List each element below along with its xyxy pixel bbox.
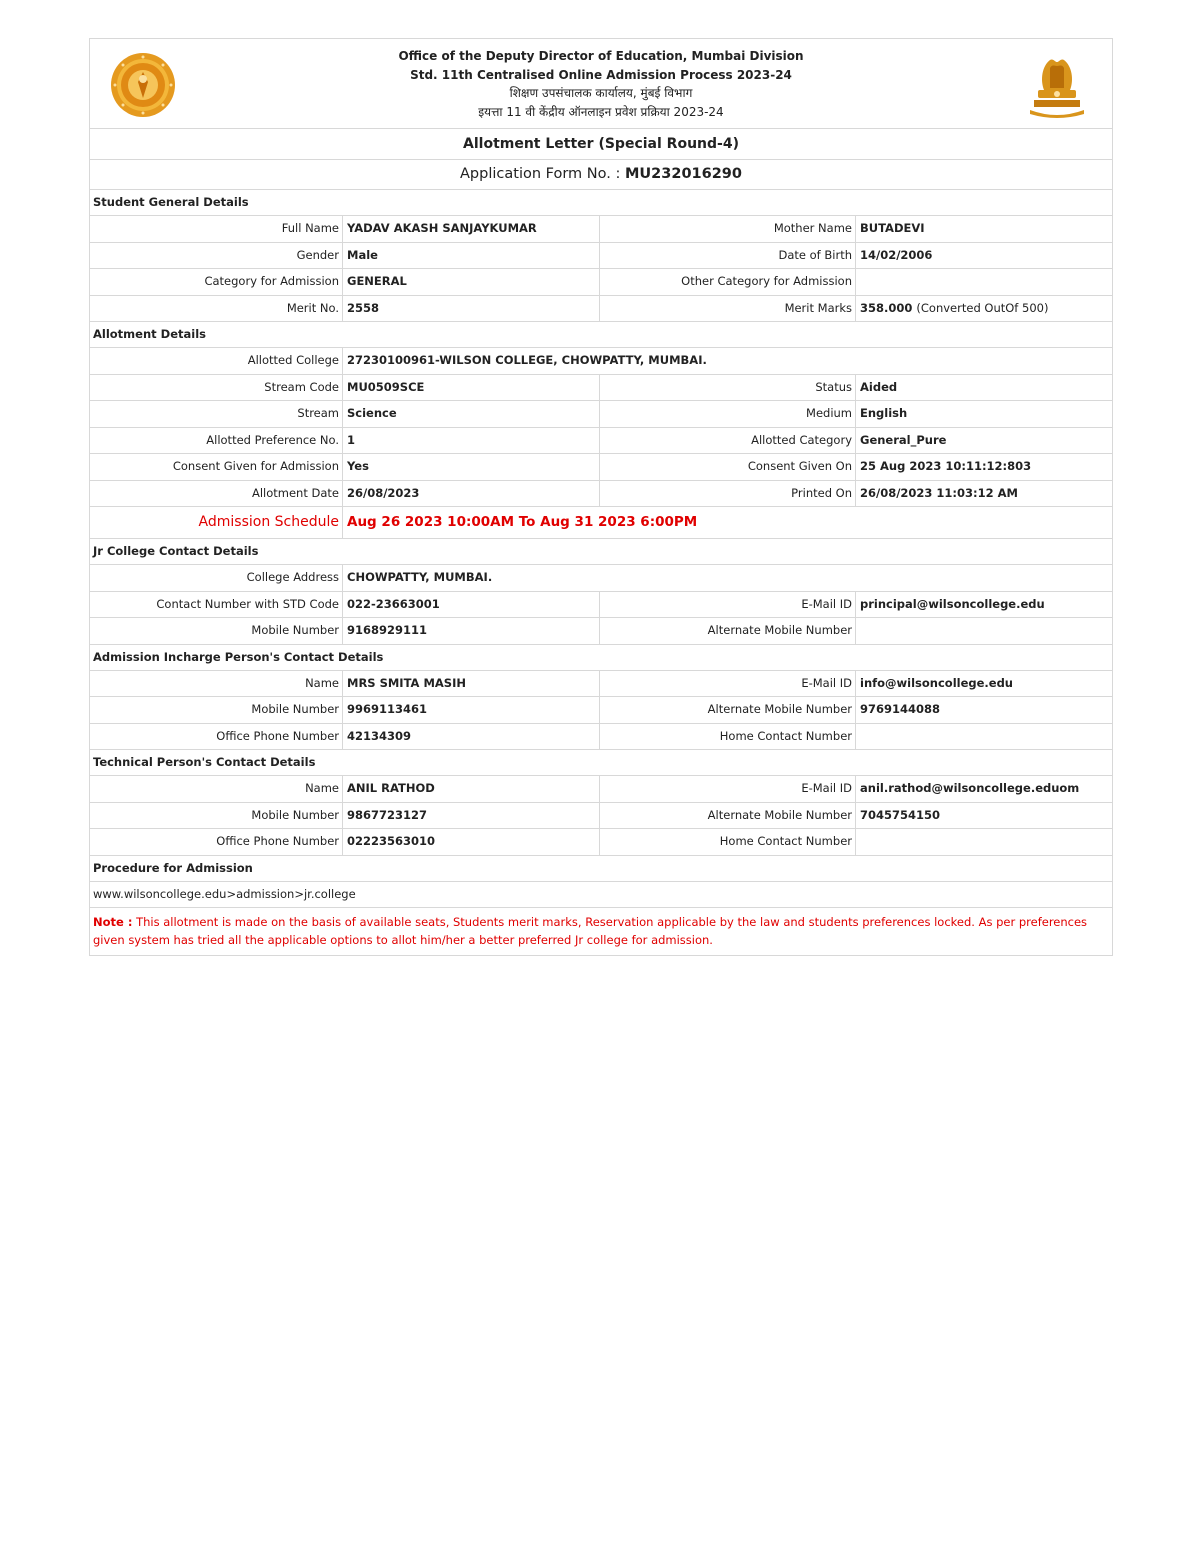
merit-no-label: Merit No. bbox=[90, 296, 343, 322]
merit-no-value: 2558 bbox=[343, 296, 600, 322]
header-line-1: Office of the Deputy Director of Education, Mumbai Division bbox=[398, 49, 804, 63]
technical-mobile-value: 9867723127 bbox=[343, 803, 600, 829]
table-row bbox=[90, 428, 1112, 455]
header-line-2: Std. 11th Centralised Online Admission Process 2023-24 bbox=[410, 67, 792, 82]
incharge-mobile-label: Mobile Number bbox=[90, 697, 343, 723]
incharge-email-label: E-Mail ID bbox=[600, 671, 856, 697]
technical-mobile-label: Mobile Number bbox=[90, 803, 343, 829]
note-block bbox=[90, 908, 1112, 955]
college-alt-mobile-value bbox=[856, 618, 1112, 644]
incharge-email-value: info@wilsoncollege.edu bbox=[860, 675, 1013, 690]
app-form-value: MU232016290 bbox=[624, 166, 742, 182]
college-label: Allotted College bbox=[90, 348, 343, 374]
technical-alt-mobile-label: Alternate Mobile Number bbox=[600, 803, 856, 829]
note-label: Note : bbox=[93, 914, 133, 929]
merit-marks-label: Merit Marks bbox=[600, 296, 856, 322]
letter-header bbox=[90, 39, 1112, 129]
medium-label: Medium bbox=[600, 401, 856, 427]
college-email-value: principal@wilsoncollege.edu bbox=[860, 596, 1045, 611]
header-line-4: इयत्ता 11 वी केंद्रीय ऑनलाइन प्रवेश प्रक्रिया 2023-24 bbox=[478, 104, 724, 119]
technical-home-label: Home Contact Number bbox=[600, 829, 856, 855]
incharge-name-label: Name bbox=[90, 671, 343, 697]
incharge-home-value bbox=[856, 724, 1112, 750]
table-row bbox=[90, 697, 1112, 724]
merit-marks-note: (Converted OutOf 500) bbox=[916, 300, 1049, 315]
allotment-date-value: 26/08/2023 bbox=[343, 481, 600, 507]
category-value: GENERAL bbox=[343, 269, 600, 295]
table-row bbox=[90, 565, 1112, 592]
table-row bbox=[90, 269, 1112, 296]
table-row bbox=[90, 375, 1112, 402]
letter-title: Allotment Letter (Special Round-4) bbox=[90, 129, 1112, 160]
gender-value: Male bbox=[343, 243, 600, 269]
college-address-value: CHOWPATTY, MUMBAI. bbox=[347, 570, 493, 584]
consent-label: Consent Given for Admission bbox=[90, 454, 343, 480]
consent-on-label: Consent Given On bbox=[600, 454, 856, 480]
contact-number-value: 022-23663001 bbox=[343, 592, 600, 618]
mother-name-value: BUTADEVI bbox=[860, 221, 925, 235]
table-row bbox=[90, 401, 1112, 428]
contact-number-label: Contact Number with STD Code bbox=[90, 592, 343, 618]
full-name-value: YADAV AKASH SANJAYKUMAR bbox=[343, 216, 600, 242]
technical-email-label: E-Mail ID bbox=[600, 776, 856, 802]
printed-on-value: 26/08/2023 11:03:12 AM bbox=[860, 485, 1018, 500]
college-email-label: E-Mail ID bbox=[600, 592, 856, 618]
college-alt-mobile-label: Alternate Mobile Number bbox=[600, 618, 856, 644]
technical-office-value: 02223563010 bbox=[343, 829, 600, 855]
status-label: Status bbox=[600, 375, 856, 401]
table-row bbox=[90, 803, 1112, 830]
ashoka-emblem-icon bbox=[1026, 50, 1088, 120]
table-row bbox=[90, 454, 1112, 481]
technical-name-label: Name bbox=[90, 776, 343, 802]
category-label: Category for Admission bbox=[90, 269, 343, 295]
allotted-category-label: Allotted Category bbox=[600, 428, 856, 454]
preference-label: Allotted Preference No. bbox=[90, 428, 343, 454]
college-address-label: College Address bbox=[90, 565, 343, 591]
merit-marks-value: 358.000 bbox=[860, 300, 913, 315]
table-row bbox=[90, 296, 1112, 323]
table-row bbox=[90, 618, 1112, 645]
dob-label: Date of Birth bbox=[600, 243, 856, 269]
table-row bbox=[90, 724, 1112, 751]
incharge-office-label: Office Phone Number bbox=[90, 724, 343, 750]
other-category-value bbox=[856, 269, 1112, 295]
incharge-name-value: MRS SMITA MASIH bbox=[343, 671, 600, 697]
table-row bbox=[90, 243, 1112, 270]
incharge-alt-mobile-label: Alternate Mobile Number bbox=[600, 697, 856, 723]
medium-value: English bbox=[860, 406, 908, 420]
stream-value: Science bbox=[343, 401, 600, 427]
consent-on-value: 25 Aug 2023 10:11:12:803 bbox=[860, 459, 1032, 473]
table-row bbox=[90, 776, 1112, 803]
college-mobile-label: Mobile Number bbox=[90, 618, 343, 644]
schedule-label: Admission Schedule bbox=[90, 507, 343, 538]
allotment-date-label: Allotment Date bbox=[90, 481, 343, 507]
merit-marks-cell bbox=[856, 296, 1112, 322]
college-mobile-value: 9168929111 bbox=[343, 618, 600, 644]
note-text: This allotment is made on the basis of available seats, Students merit marks, Reservation applicable by the law and students preferences locked. As per preferences given system has tried all the applicable options to allot him/her a better preferred Jr college for admission. bbox=[93, 914, 1088, 947]
full-name-label: Full Name bbox=[90, 216, 343, 242]
incharge-home-label: Home Contact Number bbox=[600, 724, 856, 750]
mother-name-label: Mother Name bbox=[600, 216, 856, 242]
stream-code-value: MU0509SCE bbox=[343, 375, 600, 401]
table-row bbox=[90, 829, 1112, 856]
table-row bbox=[90, 348, 1112, 375]
technical-office-label: Office Phone Number bbox=[90, 829, 343, 855]
table-row bbox=[90, 671, 1112, 698]
allotment-section-heading: Allotment Details bbox=[90, 322, 1112, 348]
gender-label: Gender bbox=[90, 243, 343, 269]
schedule-value: Aug 26 2023 10:00AM To Aug 31 2023 6:00PM bbox=[347, 514, 698, 530]
header-line-3: शिक्षण उपसंचालक कार्यालय, मुंबई विभाग bbox=[509, 86, 693, 100]
technical-home-value bbox=[856, 829, 1112, 855]
incharge-section-heading: Admission Incharge Person's Contact Details bbox=[90, 645, 1112, 671]
procedure-heading: Procedure for Admission bbox=[90, 856, 1112, 882]
printed-on-label: Printed On bbox=[600, 481, 856, 507]
procedure-url: www.wilsoncollege.edu>admission>jr.college bbox=[90, 882, 1112, 908]
preference-value: 1 bbox=[343, 428, 600, 454]
technical-name-value: ANIL RATHOD bbox=[343, 776, 600, 802]
technical-alt-mobile-value: 7045754150 bbox=[860, 807, 941, 822]
table-row bbox=[90, 481, 1112, 508]
table-row bbox=[90, 216, 1112, 243]
technical-section-heading: Technical Person's Contact Details bbox=[90, 750, 1112, 776]
consent-value: Yes bbox=[343, 454, 600, 480]
incharge-mobile-value: 9969113461 bbox=[343, 697, 600, 723]
stream-code-label: Stream Code bbox=[90, 375, 343, 401]
incharge-office-value: 42134309 bbox=[343, 724, 600, 750]
other-category-label: Other Category for Admission bbox=[600, 269, 856, 295]
status-value: Aided bbox=[860, 379, 898, 394]
table-row bbox=[90, 592, 1112, 619]
stream-label: Stream bbox=[90, 401, 343, 427]
allotted-category-value: General_Pure bbox=[860, 432, 947, 447]
dob-value: 14/02/2006 bbox=[860, 247, 933, 262]
incharge-alt-mobile-value: 9769144088 bbox=[860, 702, 941, 716]
application-form-number bbox=[90, 160, 1112, 190]
college-value: 27230100961-WILSON COLLEGE, CHOWPATTY, MUMBAI. bbox=[347, 353, 707, 367]
allotment-letter bbox=[89, 38, 1113, 956]
table-row bbox=[90, 507, 1112, 539]
college-contact-heading: Jr College Contact Details bbox=[90, 539, 1112, 565]
student-section-heading: Student General Details bbox=[90, 190, 1112, 216]
app-form-label: Application Form No. : bbox=[460, 166, 621, 182]
technical-email-value: anil.rathod@wilsoncollege.eduom bbox=[860, 781, 1080, 795]
header-text bbox=[90, 47, 1112, 121]
